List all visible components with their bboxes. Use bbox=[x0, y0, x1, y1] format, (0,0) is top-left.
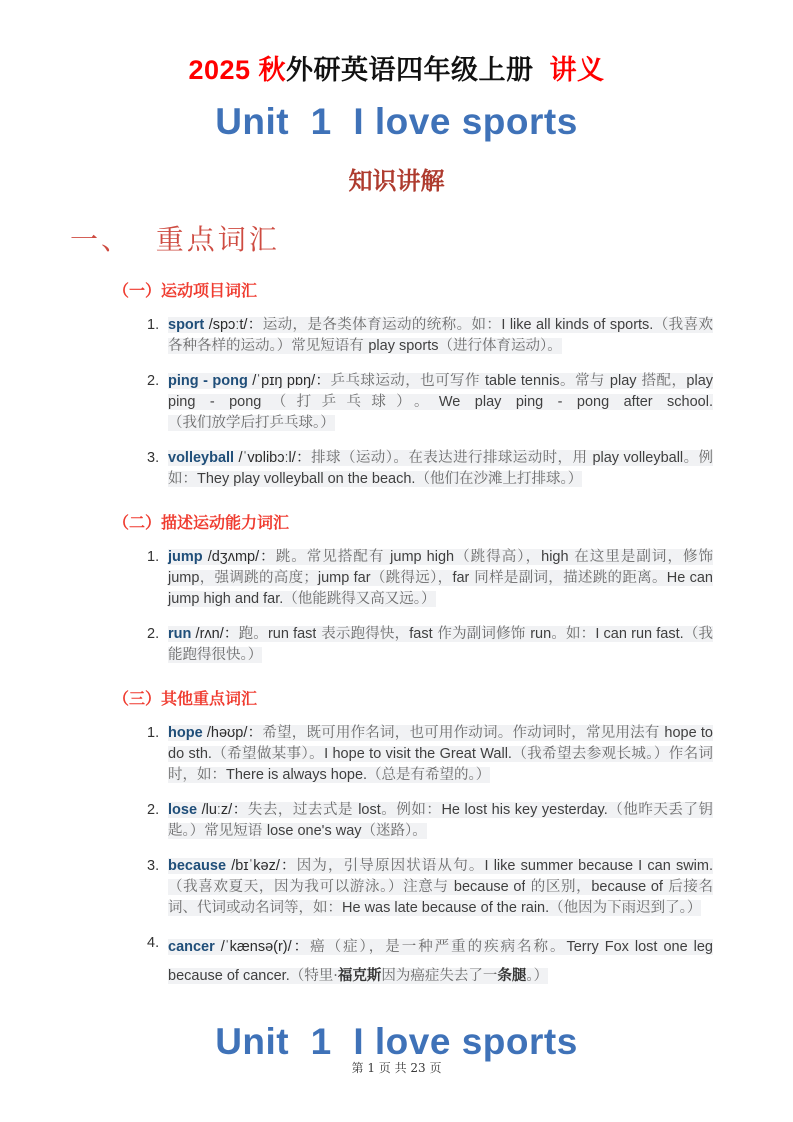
text-run: because of bbox=[591, 879, 663, 895]
text-run: （我希望去参观长城。）作名词时，如： bbox=[168, 746, 714, 783]
vocab-item-lose bbox=[147, 800, 713, 842]
text-run: 乒乓球运动，也可写作 bbox=[330, 373, 485, 389]
text-run: /bɪˈkəz/： bbox=[226, 858, 297, 874]
text-run: 跑。 bbox=[238, 626, 268, 642]
vocab-item-hope bbox=[147, 723, 713, 786]
text-run: because bbox=[168, 858, 227, 874]
doc-title bbox=[0, 0, 793, 87]
text-run: hope to do sth. bbox=[168, 725, 713, 762]
text-run: I like all kinds of sports. bbox=[501, 317, 654, 333]
text-run: （打乒乓球）。 bbox=[261, 394, 439, 410]
vocab-item-jump bbox=[147, 547, 713, 610]
text-run: 。例如： bbox=[380, 802, 442, 818]
text-run: （我们放学后打乒乓球。） bbox=[168, 415, 335, 431]
text-run: high bbox=[541, 549, 569, 565]
text-run: I like summer because I can swim. bbox=[484, 858, 713, 874]
text-run: He was late because of the rain. bbox=[342, 900, 550, 916]
text-run: 。） bbox=[526, 968, 549, 984]
vocab-item-sport bbox=[147, 315, 713, 357]
item-number: 1. bbox=[147, 317, 160, 333]
item-number: 4. bbox=[147, 935, 160, 951]
text-run: ，强调跳的高度； bbox=[199, 570, 318, 586]
text-run: （我能跑得很快。） bbox=[168, 626, 714, 663]
text-run: 在这里是副词，修饰 bbox=[568, 549, 714, 565]
text-run: 后接名词、代词或动名词等，如： bbox=[168, 879, 713, 916]
item-number: 3. bbox=[147, 858, 160, 874]
unit-title: Unit 1 I love sports bbox=[215, 101, 578, 142]
text-run: cancer bbox=[168, 939, 215, 955]
section-title-knowledge: 知识讲解 bbox=[348, 166, 445, 195]
subsection-heading-1: （一）运动项目词汇 bbox=[113, 283, 258, 300]
item-number: 1. bbox=[147, 725, 160, 741]
text-run: 条腿 bbox=[497, 968, 527, 984]
text-run: lose one's way bbox=[266, 823, 362, 839]
text-run: （我喜欢夏天，因为我可以游泳。）注意与 bbox=[168, 879, 454, 895]
subsection-other-vocab bbox=[0, 686, 793, 991]
text-run: He can jump high and far. bbox=[168, 570, 713, 607]
text-run: （跳得高）， bbox=[454, 549, 542, 565]
text-run: They play volleyball on the beach. bbox=[197, 471, 416, 487]
text-run: volleyball bbox=[168, 450, 235, 466]
vocab-item-run bbox=[147, 624, 713, 666]
text-run: 跳。常见搭配有 bbox=[275, 549, 391, 565]
vocab-item-volleyball bbox=[147, 448, 713, 490]
text-run: 表示跑得快， bbox=[316, 626, 410, 642]
text-run: /ˈvɒlibɔːl/： bbox=[234, 450, 312, 466]
vocab-item-cancer bbox=[147, 933, 713, 991]
heading-key-vocabulary: 一、 重点词汇 bbox=[70, 223, 280, 256]
item-content bbox=[168, 800, 713, 842]
item-number: 2. bbox=[147, 626, 160, 642]
text-run: 福克斯 bbox=[337, 968, 382, 984]
bottom-unit-title: Unit 1 I love sports bbox=[215, 1021, 578, 1062]
text-run: He lost his key yesterday. bbox=[441, 802, 608, 818]
text-run: play ping - pong bbox=[168, 373, 714, 410]
text-run: 外研英语四年级上册 bbox=[286, 55, 534, 85]
subsection-heading-3: （三）其他重点词汇 bbox=[113, 691, 258, 708]
text-run: There is always hope. bbox=[226, 767, 368, 783]
item-content bbox=[168, 856, 713, 919]
item-number: 2. bbox=[147, 802, 160, 818]
text-run: table tennis bbox=[484, 373, 560, 389]
text-run: 因为癌症失去了一 bbox=[381, 968, 498, 984]
text-run: （我喜欢各种各样的运动。）常见短语有 bbox=[168, 317, 713, 354]
text-run: sport bbox=[168, 317, 205, 333]
text-run: 搭配， bbox=[636, 373, 687, 389]
text-run: （跳得远）， bbox=[370, 570, 453, 586]
text-run: （他能跳得又高又远。） bbox=[283, 591, 436, 607]
item-content bbox=[168, 624, 713, 666]
text-run: /rʌn/： bbox=[191, 626, 239, 642]
text-run: （进行体育运动）。 bbox=[438, 338, 562, 354]
text-run: play bbox=[609, 373, 637, 389]
text-run: We play ping - pong after school. bbox=[438, 394, 714, 410]
text-run: jump far bbox=[317, 570, 371, 586]
text-run: /dʒʌmp/： bbox=[202, 549, 276, 565]
vocab-item-because bbox=[147, 856, 713, 919]
text-run: （特里· bbox=[289, 968, 338, 984]
text-run: fast bbox=[409, 626, 433, 642]
text-run: lose bbox=[168, 802, 198, 818]
text-run: 因为，引导原因状语从句。 bbox=[296, 858, 485, 874]
text-run: jump bbox=[168, 570, 200, 586]
subsection-heading-2: （二）描述运动能力词汇 bbox=[113, 515, 290, 532]
item-content bbox=[168, 315, 713, 357]
item-content bbox=[168, 933, 713, 991]
text-run: play sports bbox=[368, 338, 439, 354]
vocab-item-ping-pong bbox=[147, 371, 713, 434]
item-number: 2. bbox=[147, 373, 160, 389]
text-run: /spɔːt/： bbox=[204, 317, 263, 333]
text-run: run fast bbox=[267, 626, 317, 642]
text-run: 讲义 bbox=[533, 55, 605, 85]
text-run: 希望，既可用作名词，也可用作动词。作动词时，常见用法有 bbox=[262, 725, 665, 741]
text-run: hope bbox=[168, 725, 203, 741]
subsection-ability-vocab bbox=[0, 510, 793, 666]
text-run: jump high bbox=[390, 549, 455, 565]
text-run: lost bbox=[358, 802, 381, 818]
item-content bbox=[168, 547, 713, 610]
text-run: because of bbox=[453, 879, 526, 895]
text-run: /həʊp/： bbox=[202, 725, 263, 741]
item-number: 1. bbox=[147, 549, 160, 565]
item-content bbox=[168, 723, 713, 786]
text-run: play volleyball bbox=[592, 450, 684, 466]
text-run: 癌（症），是一种严重的疾病名称。 bbox=[310, 939, 567, 955]
text-run: run bbox=[530, 626, 552, 642]
text-run: ping - pong bbox=[168, 373, 248, 389]
text-run: far bbox=[452, 570, 470, 586]
item-number: 3. bbox=[147, 450, 160, 466]
text-run: （他们在沙滩上打排球。） bbox=[415, 471, 583, 487]
text-run: 。如： bbox=[551, 626, 596, 642]
text-run: /luːz/： bbox=[197, 802, 248, 818]
text-run: /ˈkænsə(r)/： bbox=[214, 939, 311, 955]
text-run: I hope to visit the Great Wall. bbox=[324, 746, 512, 762]
text-run: 。例如： bbox=[168, 450, 714, 487]
text-run: （他昨天丢了钥匙。）常见短语 bbox=[168, 802, 713, 839]
text-run: 。常与 bbox=[559, 373, 610, 389]
text-run: /ˈpɪŋ pɒŋ/： bbox=[247, 373, 331, 389]
text-run: 失去，过去式是 bbox=[247, 802, 359, 818]
text-run: （总是有希望的。） bbox=[367, 767, 491, 783]
text-run: （希望做某事）。 bbox=[211, 746, 325, 762]
item-content bbox=[168, 371, 713, 434]
text-run: 同样是副词，描述跳的距离。 bbox=[469, 570, 667, 586]
text-run: 2025 秋 bbox=[188, 55, 287, 85]
text-run: 作为副词修饰 bbox=[432, 626, 531, 642]
item-content bbox=[168, 448, 713, 490]
text-run: 运动，是各类体育运动的统称。如： bbox=[262, 317, 502, 333]
text-run: jump bbox=[168, 549, 203, 565]
text-run: 排球（运动）。在表达进行排球运动时，用 bbox=[311, 450, 593, 466]
text-run: （他因为下雨迟到了。） bbox=[549, 900, 702, 916]
text-run: Terry Fox lost one leg because of cancer. bbox=[168, 939, 714, 984]
text-run: I can run fast. bbox=[595, 626, 684, 642]
text-run: run bbox=[168, 626, 192, 642]
text-run: 的区别， bbox=[525, 879, 592, 895]
text-run: （迷路）。 bbox=[361, 823, 427, 839]
footer-page-number: 第 1 页 共 23 页 bbox=[351, 1061, 442, 1075]
subsection-sports-vocab bbox=[0, 278, 793, 490]
